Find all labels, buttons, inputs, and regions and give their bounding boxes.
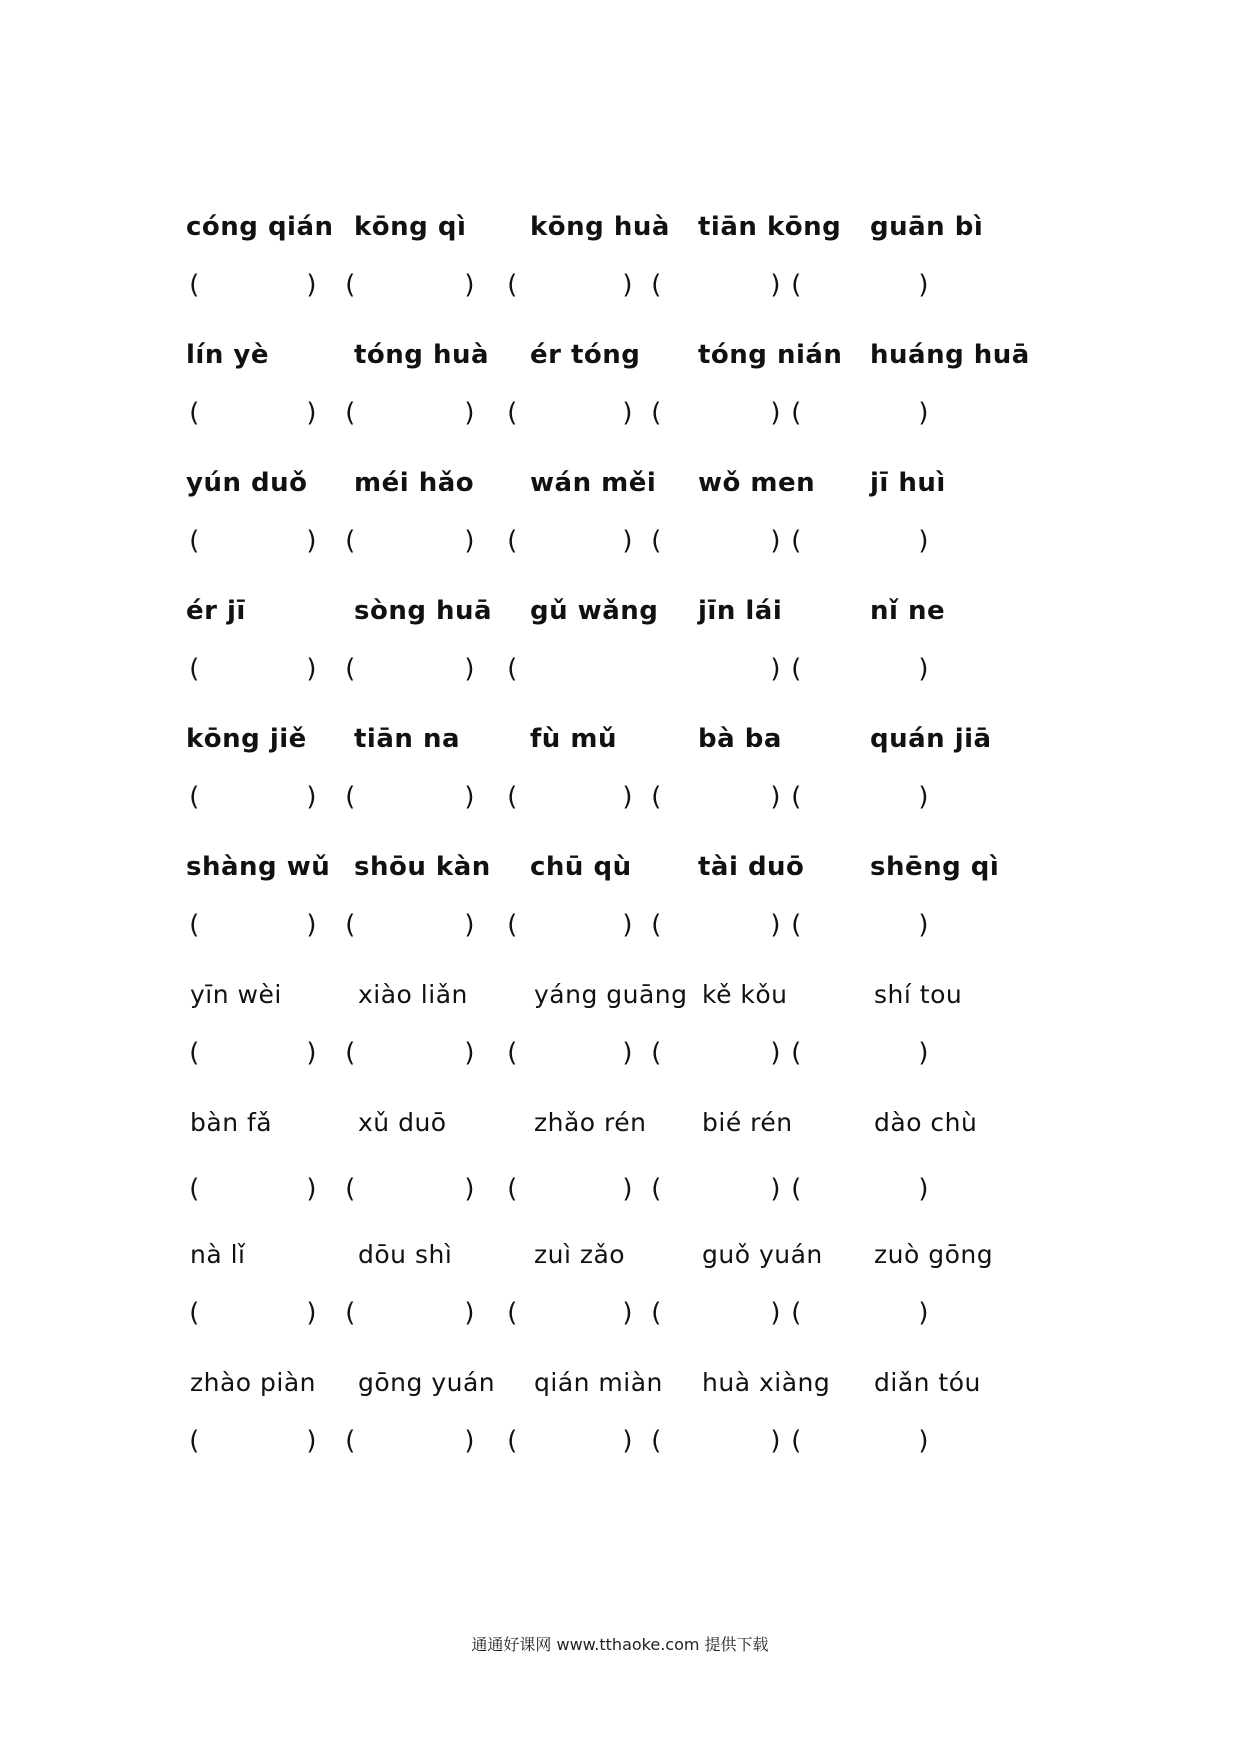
pinyin-word: cóng qián (186, 212, 334, 242)
answer-bracket-line (186, 1426, 1036, 1466)
close-bracket: ) (768, 270, 784, 300)
answer-bracket-line (186, 1038, 1036, 1078)
close-bracket: ) (916, 270, 932, 300)
pinyin-line (186, 1240, 1036, 1284)
open-bracket: ( (788, 782, 804, 812)
pinyin-word: dōu shì (358, 1240, 453, 1269)
pinyin-word: yáng guāng (534, 980, 688, 1009)
footer-credit: 通通好课网 www.tthaoke.com 提供下载 (471, 1635, 769, 1654)
close-bracket: ) (768, 1174, 784, 1204)
exercise-row (186, 1108, 1036, 1240)
pinyin-word: guǒ yuán (702, 1240, 823, 1269)
pinyin-word: ér jī (186, 596, 246, 626)
close-bracket: ) (916, 1426, 932, 1456)
pinyin-line (186, 980, 1036, 1024)
pinyin-word: méi hǎo (354, 468, 475, 498)
pinyin-line (186, 212, 1036, 256)
open-bracket: ( (788, 654, 804, 684)
open-bracket: ( (504, 654, 520, 684)
close-bracket: ) (916, 526, 932, 556)
pinyin-word: gǔ wǎng (530, 596, 659, 626)
close-bracket: ) (768, 1298, 784, 1328)
close-bracket: ) (620, 1174, 636, 1204)
open-bracket: ( (504, 526, 520, 556)
pinyin-word: chū qù (530, 852, 632, 882)
pinyin-word: bié rén (702, 1108, 793, 1137)
close-bracket: ) (916, 398, 932, 428)
exercise-row (186, 724, 1036, 852)
close-bracket: ) (768, 782, 784, 812)
pinyin-word: kōng huà (530, 212, 670, 242)
pinyin-word: kě kǒu (702, 980, 788, 1009)
open-bracket: ( (504, 1426, 520, 1456)
open-bracket: ( (788, 270, 804, 300)
open-bracket: ( (504, 910, 520, 940)
exercise-row (186, 468, 1036, 596)
close-bracket: ) (768, 654, 784, 684)
close-bracket: ) (462, 654, 478, 684)
answer-bracket-line (186, 910, 1036, 950)
pinyin-line (186, 1368, 1036, 1412)
open-bracket: ( (186, 398, 202, 428)
open-bracket: ( (342, 270, 358, 300)
pinyin-word: tiān na (354, 724, 461, 754)
exercise-row (186, 1368, 1036, 1496)
close-bracket: ) (304, 1038, 320, 1068)
close-bracket: ) (462, 398, 478, 428)
open-bracket: ( (788, 910, 804, 940)
open-bracket: ( (648, 1426, 664, 1456)
pinyin-word: lín yè (186, 340, 269, 370)
pinyin-word: bà ba (698, 724, 782, 754)
close-bracket: ) (462, 1038, 478, 1068)
close-bracket: ) (304, 910, 320, 940)
open-bracket: ( (342, 526, 358, 556)
close-bracket: ) (304, 398, 320, 428)
pinyin-line (186, 596, 1036, 640)
pinyin-word: huáng huā (870, 340, 1030, 370)
pinyin-word: qián miàn (534, 1368, 663, 1397)
close-bracket: ) (916, 910, 932, 940)
close-bracket: ) (620, 526, 636, 556)
close-bracket: ) (620, 1038, 636, 1068)
open-bracket: ( (342, 1426, 358, 1456)
open-bracket: ( (788, 1426, 804, 1456)
close-bracket: ) (620, 782, 636, 812)
pinyin-word: sòng huā (354, 596, 493, 626)
open-bracket: ( (186, 1174, 202, 1204)
pinyin-word: shàng wǔ (186, 852, 331, 882)
pinyin-word: huà xiàng (702, 1368, 831, 1397)
exercise-row (186, 852, 1036, 980)
pinyin-word: tóng huà (354, 340, 490, 370)
open-bracket: ( (504, 1298, 520, 1328)
exercise-row (186, 1240, 1036, 1368)
close-bracket: ) (768, 1038, 784, 1068)
close-bracket: ) (462, 782, 478, 812)
pinyin-word: zuò gōng (874, 1240, 994, 1269)
open-bracket: ( (788, 1038, 804, 1068)
close-bracket: ) (462, 1174, 478, 1204)
open-bracket: ( (788, 1298, 804, 1328)
open-bracket: ( (186, 910, 202, 940)
close-bracket: ) (768, 1426, 784, 1456)
close-bracket: ) (304, 1174, 320, 1204)
open-bracket: ( (648, 782, 664, 812)
pinyin-word: tài duō (698, 852, 805, 882)
open-bracket: ( (186, 1298, 202, 1328)
pinyin-word: zhào piàn (190, 1368, 317, 1397)
pinyin-word: ér tóng (530, 340, 641, 370)
open-bracket: ( (186, 526, 202, 556)
close-bracket: ) (620, 1298, 636, 1328)
close-bracket: ) (768, 398, 784, 428)
open-bracket: ( (648, 1038, 664, 1068)
open-bracket: ( (788, 1174, 804, 1204)
close-bracket: ) (916, 654, 932, 684)
open-bracket: ( (504, 1038, 520, 1068)
pinyin-line (186, 852, 1036, 896)
open-bracket: ( (342, 654, 358, 684)
open-bracket: ( (788, 526, 804, 556)
open-bracket: ( (342, 1174, 358, 1204)
answer-bracket-line (186, 654, 1036, 694)
exercise-row (186, 340, 1036, 468)
pinyin-word: shí tou (874, 980, 963, 1009)
close-bracket: ) (304, 1426, 320, 1456)
answer-bracket-line (186, 398, 1036, 438)
answer-bracket-line (186, 526, 1036, 566)
pinyin-word: shēng qì (870, 852, 1000, 882)
pinyin-word: kōng jiě (186, 724, 307, 754)
pinyin-word: dào chù (874, 1108, 978, 1137)
pinyin-line (186, 724, 1036, 768)
pinyin-word: quán jiā (870, 724, 992, 754)
pinyin-word: tiān kōng (698, 212, 842, 242)
exercise-row (186, 212, 1036, 340)
open-bracket: ( (648, 910, 664, 940)
close-bracket: ) (916, 1298, 932, 1328)
close-bracket: ) (768, 910, 784, 940)
open-bracket: ( (648, 398, 664, 428)
close-bracket: ) (462, 270, 478, 300)
close-bracket: ) (916, 1174, 932, 1204)
close-bracket: ) (768, 526, 784, 556)
open-bracket: ( (648, 1174, 664, 1204)
pinyin-word: zuì zǎo (534, 1240, 626, 1269)
pinyin-word: gōng yuán (358, 1368, 496, 1397)
close-bracket: ) (916, 782, 932, 812)
open-bracket: ( (342, 1038, 358, 1068)
open-bracket: ( (342, 910, 358, 940)
exercise-row (186, 980, 1036, 1108)
pinyin-word: zhǎo rén (534, 1108, 647, 1137)
open-bracket: ( (186, 1426, 202, 1456)
answer-bracket-line (186, 782, 1036, 822)
pinyin-word: yún duǒ (186, 468, 308, 498)
pinyin-exercise (186, 212, 1036, 1496)
close-bracket: ) (620, 398, 636, 428)
pinyin-word: tóng nián (698, 340, 843, 370)
pinyin-word: xǔ duō (358, 1108, 447, 1137)
pinyin-line (186, 340, 1036, 384)
pinyin-word: fù mǔ (530, 724, 617, 754)
pinyin-line (186, 1108, 1036, 1152)
open-bracket: ( (342, 1298, 358, 1328)
open-bracket: ( (342, 398, 358, 428)
answer-bracket-line (186, 1298, 1036, 1338)
open-bracket: ( (648, 1298, 664, 1328)
open-bracket: ( (186, 654, 202, 684)
open-bracket: ( (186, 270, 202, 300)
close-bracket: ) (620, 1426, 636, 1456)
answer-bracket-line (186, 270, 1036, 310)
close-bracket: ) (620, 270, 636, 300)
open-bracket: ( (342, 782, 358, 812)
pinyin-word: bàn fǎ (190, 1108, 273, 1137)
pinyin-word: kōng qì (354, 212, 467, 242)
answer-bracket-line (186, 1174, 1036, 1214)
pinyin-word: wán měi (530, 468, 657, 498)
open-bracket: ( (648, 270, 664, 300)
exercise-row (186, 596, 1036, 724)
pinyin-word: diǎn tóu (874, 1368, 981, 1397)
pinyin-word: xiào liǎn (358, 980, 468, 1009)
close-bracket: ) (304, 782, 320, 812)
open-bracket: ( (186, 782, 202, 812)
close-bracket: ) (620, 910, 636, 940)
close-bracket: ) (462, 1426, 478, 1456)
pinyin-word: yīn wèi (190, 980, 282, 1009)
close-bracket: ) (304, 526, 320, 556)
close-bracket: ) (304, 270, 320, 300)
pinyin-word: nǐ ne (870, 596, 946, 626)
close-bracket: ) (304, 654, 320, 684)
pinyin-word: shōu kàn (354, 852, 491, 882)
close-bracket: ) (462, 910, 478, 940)
open-bracket: ( (504, 270, 520, 300)
pinyin-word: jī huì (870, 468, 946, 498)
open-bracket: ( (504, 1174, 520, 1204)
pinyin-word: jīn lái (698, 596, 783, 626)
open-bracket: ( (788, 398, 804, 428)
open-bracket: ( (186, 1038, 202, 1068)
close-bracket: ) (304, 1298, 320, 1328)
pinyin-line (186, 468, 1036, 512)
open-bracket: ( (504, 782, 520, 812)
pinyin-word: wǒ men (698, 468, 816, 498)
close-bracket: ) (462, 526, 478, 556)
open-bracket: ( (648, 526, 664, 556)
close-bracket: ) (462, 1298, 478, 1328)
close-bracket: ) (916, 1038, 932, 1068)
pinyin-word: nà lǐ (190, 1240, 246, 1269)
open-bracket: ( (504, 398, 520, 428)
pinyin-word: guān bì (870, 212, 984, 242)
